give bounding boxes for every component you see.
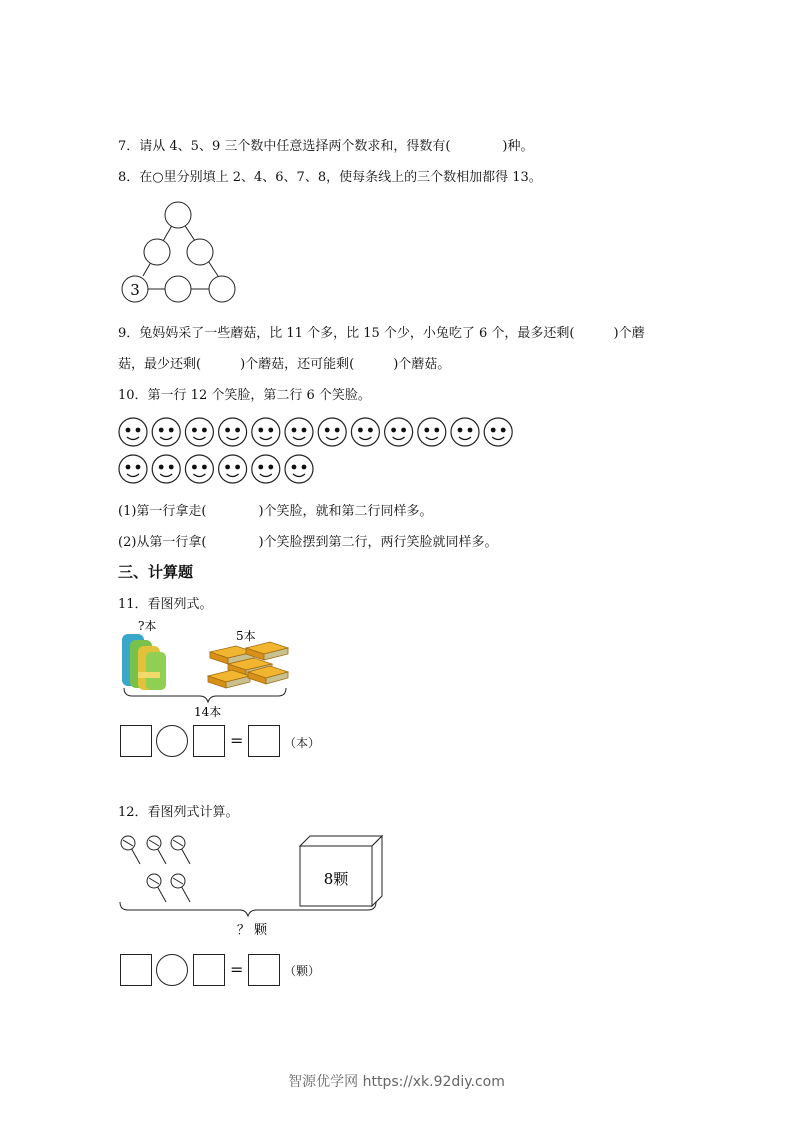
smiley-face-icon — [285, 455, 313, 483]
answer-box-result[interactable] — [248, 954, 280, 986]
smiley-row-2 — [118, 453, 528, 487]
box-label: 8颗 — [323, 870, 349, 888]
book-stack-icon — [208, 642, 288, 688]
unit-label: （本） — [284, 736, 321, 750]
circle-bottom-mid — [165, 276, 191, 302]
lollipop-picture — [118, 830, 388, 942]
question-7: 7．请从 4、5、9 三个数中任意选择两个数求和，得数有( )种。 — [118, 139, 534, 154]
smiley-face-icon — [252, 418, 280, 446]
smiley-face-icon — [451, 418, 479, 446]
question-12: 12．看图列式计算。 — [118, 805, 239, 820]
smiley-row-1 — [118, 416, 528, 450]
equals-sign: = — [230, 731, 244, 750]
operator-circle[interactable] — [156, 725, 188, 757]
circle-top — [165, 202, 191, 228]
circle-bottom-right — [209, 276, 235, 302]
smiley-face-icon — [318, 418, 346, 446]
answer-box-result[interactable] — [248, 725, 280, 757]
question-11: 11．看图列式。 — [118, 597, 213, 612]
books-picture — [118, 616, 298, 721]
label-total-candies: ？ 颗 — [236, 923, 268, 938]
watermark: 智源优学网 https://xk.92diy.com — [288, 1074, 505, 1090]
smiley-face-icon — [152, 455, 180, 483]
question-10-sub2: (2)从第一行拿( )个笑脸摆到第二行，两行笑脸就同样多。 — [118, 535, 498, 550]
section-title: 三、计算题 — [118, 563, 194, 581]
question-10: 10．第一行 12 个笑脸，第二行 6 个笑脸。 — [118, 388, 371, 403]
smiley-face-icon — [219, 418, 247, 446]
circle-mid-left — [144, 239, 170, 265]
total-brace — [124, 688, 286, 702]
operator-circle[interactable] — [156, 954, 188, 986]
question-10-sub1: (1)第一行拿走( )个笑脸，就和第二行同样多。 — [118, 504, 433, 519]
unit-label: （颗） — [284, 964, 321, 978]
question-8: 8．在○里分别填上 2、4、6、7、8，使每条线上的三个数相加都得 13。 — [118, 170, 542, 185]
answer-box-2[interactable] — [193, 725, 225, 757]
smiley-face-icon — [385, 418, 413, 446]
smiley-face-icon — [185, 455, 213, 483]
question-9-line2: 菇，最少还剩( )个蘑菇，还可能剩( )个蘑菇。 — [118, 357, 451, 372]
smiley-face-icon — [418, 418, 446, 446]
lollipop-icon-group — [121, 836, 190, 902]
smiley-face-icon — [484, 418, 512, 446]
smiley-face-icon — [285, 418, 313, 446]
smiley-face-icon — [119, 455, 147, 483]
given-number: 3 — [130, 281, 140, 299]
backpack-books-icon — [122, 634, 166, 690]
label-total-books: 14本 — [194, 705, 222, 719]
equals-sign: = — [230, 960, 244, 979]
smiley-face-icon — [152, 418, 180, 446]
triangle-circle-diagram — [118, 198, 243, 306]
smiley-face-icon — [219, 455, 247, 483]
smiley-face-icon — [252, 455, 280, 483]
smiley-face-icon — [119, 418, 147, 446]
answer-box-1[interactable] — [120, 954, 152, 986]
question-9-line1: 9．兔妈妈采了一些蘑菇，比 11 个多，比 15 个少，小兔吃了 6 个，最多还剩( )个蘑 — [118, 326, 645, 341]
answer-box-1[interactable] — [120, 725, 152, 757]
answer-box-2[interactable] — [193, 954, 225, 986]
circle-mid-right — [187, 239, 213, 265]
label-five-books: 5本 — [236, 629, 256, 643]
label-unknown-books: ?本 — [138, 619, 157, 633]
smiley-face-icon — [351, 418, 379, 446]
smiley-face-icon — [185, 418, 213, 446]
